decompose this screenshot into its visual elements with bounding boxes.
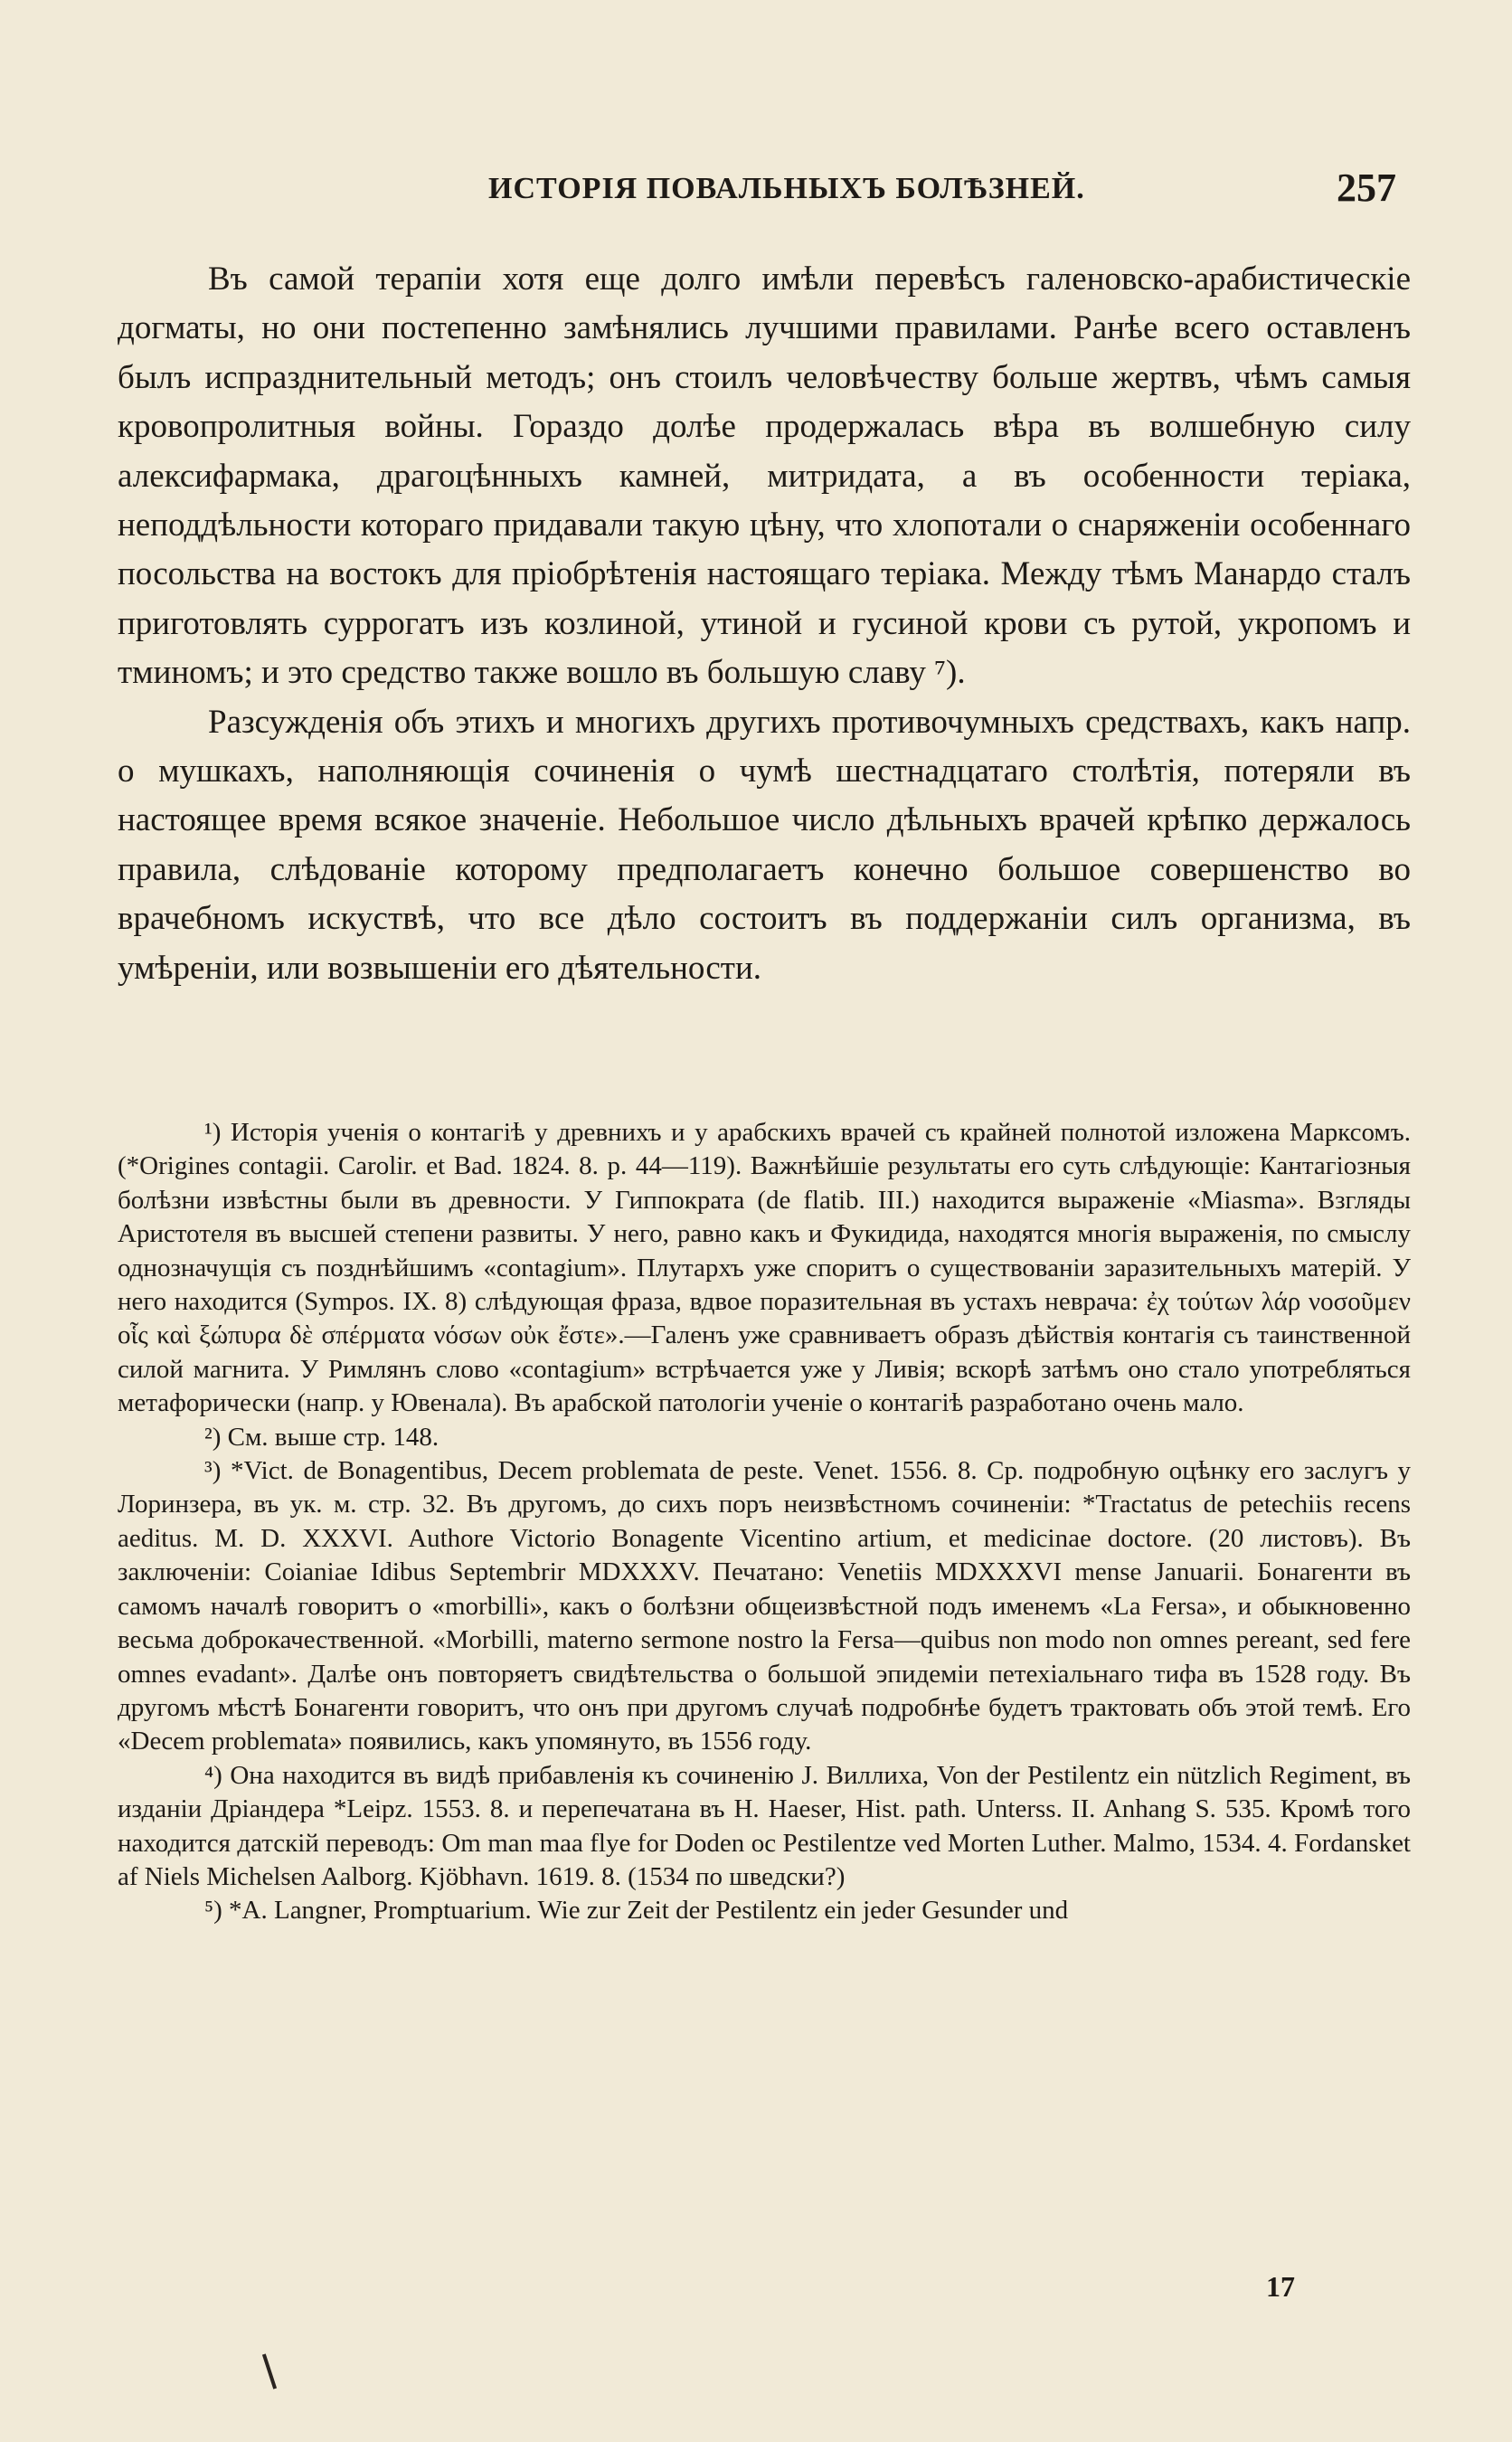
ink-mark: [262, 2353, 277, 2389]
footnote-text: См. выше стр. 148.: [227, 1422, 439, 1452]
footnote-text: Она находится въ видѣ прибавленія къ сочиненію J. Виллиха, Von der Pestilentz ein nützlich Regiment, въ изданіи Дріандера *Leipz. 1553. 8. и перепечатана въ H. Haeser, Hist. path. Unterss. II. Anhang S. 535. Кромѣ того находится датскій переводъ: Om man maa flye for Doden oc Pestilentze ved Morten Luther. Malmo, 1534. 4. Fordansket af Niels Michelsen Aalborg. Kjöbhavn. 1619. 8. (1534 по шведски?): [118, 1760, 1411, 1891]
footnote: [118, 1454, 1411, 1759]
footnotes: [118, 1116, 1411, 1928]
footnote: [118, 1894, 1411, 1927]
footnote-mark: ²): [204, 1422, 222, 1452]
footnote-text: *Vict. de Bonagentibus, Decem problemata de peste. Venet. 1556. 8. Ср. подробную оцѣнку его заслугъ у Лоринзера, въ ук. м. стр. 32. Въ другомъ, до сихъ поръ неизвѣстномъ сочиненіи: *Tractatus de petechiis recens aeditus. M. D. XXXVI. Authore Victorio Bonagente Vicentino artium, et medicinae doctore. (20 листовъ). Въ заключеніи: Coianiae Idibus Septembrir MDXXXV. Печатано: Venetiis MDXXXVI mense Januarii. Бонагенти въ самомъ началѣ говоритъ о «morbilli», какъ о болѣзни общеизвѣстной подъ именемъ «La Fersa», и обыкновенно весьма доброкачественной. «Morbilli, materno sermone nostro la Fersa—quibus non modo non omnes pereant, sed fere omnes evadant». Далѣе онъ повторяетъ свидѣтельства о большой эпидеміи петехіальнаго тифа въ 1528 году. Въ другомъ мѣстѣ Бонагенти говоритъ, что онъ при другомъ случаѣ подробнѣе будетъ трактовать объ этой темѣ. Его «Decem problemata» появились, какъ упомянуто, въ 1556 году.: [118, 1456, 1412, 1756]
footnote-mark: ¹): [204, 1118, 222, 1147]
running-head: [0, 165, 1512, 219]
footnote-mark: ⁴): [204, 1760, 222, 1790]
footnote-text: *A. Langner, Promptuarium. Wie zur Zeit der Pestilentz ein jeder Gesunder und: [229, 1896, 1069, 1926]
paragraph: Въ самой терапіи хотя еще долго имѣли перевѣсъ галеновско-арабистическіе догматы, но они постепенно замѣнялись лучшими правилами. Ранѣе всего оставленъ былъ испразднительный методъ; онъ стоилъ человѣчеству больше жертвъ, чѣмъ самыя кровопролитныя войны. Гораздо долѣе продержалась вѣра въ волшебную силу алексифармака, драгоцѣнныхъ камней, митридата, а въ особенности теріака, неподдѣльности котораго придавали такую цѣну, что хлопотали о снаряженіи особеннаго посольства на востокъ для пріобрѣтенія настоящаго теріака. Между тѣмъ Манардо сталъ приготовлять суррогатъ изъ козлиной, утиной и гусиной крови съ рутой, укропомъ и тминомъ; и это средство также вошло въ большую славу ⁷).: [118, 260, 1411, 692]
paragraph: Разсужденія объ этихъ и многихъ другихъ противочумныхъ средствахъ, какъ напр. о мушкахъ, наполняющія сочиненія о чумѣ шестнадцатаго столѣтія, потеряли въ настоящее время всякое значеніе. Небольшое число дѣльныхъ врачей крѣпко держалось правила, слѣдованіе которому предполагаетъ конечно большое совершенство во врачебномъ искуствѣ, что все дѣло состоитъ въ поддержаніи силъ организма, въ умѣреніи, или возвышеніи его дѣятельности.: [118, 703, 1411, 987]
footnote-text: Исторія ученія о контагіѣ у древнихъ и у арабскихъ врачей съ крайней полнотой изложена Марксомъ. (*Origines contagii. Carolir. et Bad. 1824. 8. p. 44—119). Важнѣйшіе результаты его суть слѣдующіе: Кантагіозныя болѣзни извѣстны были въ древности. У Гиппократа (de flatib. III.) находится выраженіе «Miasma». Взгляды Аристотеля въ высшей степени развиты. У него, равно какъ и Фукидида, находятся многія выраженія, по смыслу однозначущія съ позднѣйшимъ «contagium». Плутархъ уже споритъ о существованіи заразительныхъ матерій. У него находится (Sympos. IX. 8) слѣдующая фраза, вдвое поразительная въ устахъ неврача: ἐχ τούτων λάρ νοσοῦμεν οἷς καὶ ξώπυρα δὲ σπέρματα νόσων οὐκ ἔστε».—Галенъ уже сравниваетъ образъ дѣйствія контагія съ таинственной силой магнита. У Римлянъ слово «contagium» встрѣчается уже у Ливія; вскорѣ затѣмъ оно стало употребляться метафорически (напр. у Ювенала). Въ арабской патологіи ученіе о контагіѣ разработано очень мало.: [118, 1118, 1411, 1418]
footnote: [118, 1116, 1411, 1421]
footnote-mark: ⁵): [204, 1896, 222, 1926]
signature-mark: 17: [1266, 2270, 1295, 2303]
footnote: [118, 1421, 1411, 1454]
page-number: 257: [1337, 166, 1396, 210]
running-title: ИСТОРІЯ ПОВАЛЬНЫХЪ БОЛѢЗНЕЙ.: [488, 172, 1085, 205]
footnote: [118, 1759, 1411, 1895]
footnote-mark: ³): [204, 1456, 222, 1486]
main-text: [118, 255, 1411, 993]
